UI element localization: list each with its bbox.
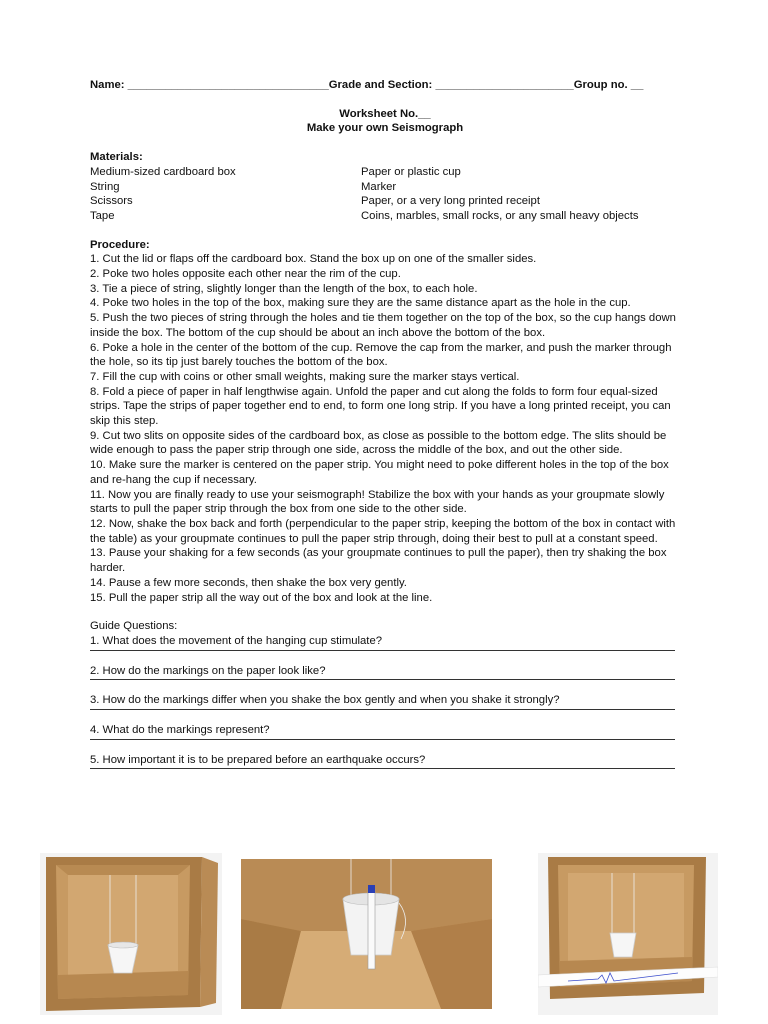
procedure-step: 7. Fill the cup with coins or other small weights, making sure the marker stays vertical. bbox=[90, 370, 520, 383]
procedure-step: 11. Now you are finally ready to use your seismograph! Stabilize the box with your hands as your groupmate slowly starts to pull the paper strip through the box from one side to the other side. bbox=[90, 488, 665, 516]
guide-question: 3. How do the markings differ when you shake the box gently and when you shake it strongly? bbox=[90, 694, 560, 707]
procedure-step: 6. Poke a hole in the center of the bottom of the cup. Remove the cap from the marker, and push the marker through the hole, so its tip just barely touches the bottom of the box. bbox=[90, 341, 672, 369]
material-item: Scissors bbox=[90, 195, 133, 208]
procedure-heading: Procedure: bbox=[90, 238, 150, 251]
procedure-step: 9. Cut two slits on opposite sides of the cardboard box, as close as possible to the bottom edge. The slits should be wide enough to pass the paper strip through one side, across the middle of the box, and out the other side. bbox=[90, 429, 667, 457]
answer-line bbox=[90, 739, 675, 740]
guide-question: 2. How do the markings on the paper look like? bbox=[90, 664, 326, 677]
guide-question: 5. How important it is to be prepared before an earthquake occurs? bbox=[90, 753, 426, 766]
material-item: Medium-sized cardboard box bbox=[90, 165, 236, 178]
procedure-step: 13. Pause your shaking for a few seconds (as your groupmate continues to pull the paper), then try shaking the box harder. bbox=[90, 547, 667, 575]
grade-blank: ______________________ bbox=[435, 79, 574, 91]
procedure-step: 8. Fold a piece of paper in half lengthwise again. Unfold the paper and cut along the folds to form four equal-sized strips. Tape the strips of paper together end to end, to form one long strip. If you have a long printed receipt, you can skip this step. bbox=[90, 385, 671, 428]
group-label: Group no. bbox=[573, 79, 628, 91]
material-item: Coins, marbles, small rocks, or any small heavy objects bbox=[361, 209, 639, 222]
procedure-step: 5. Push the two pieces of string through the holes and tie them together on the top of the box, so the cup hangs down inside the box. The bottom of the cup should be about an inch above the bottom of the box. bbox=[90, 312, 676, 339]
answer-line bbox=[90, 650, 675, 651]
procedure-step: 1. Cut the lid or flaps off the cardboard box. Stand the box up on one of the smaller sides. bbox=[90, 253, 537, 266]
guide-question: 4. What do the markings represent? bbox=[90, 724, 270, 737]
cup-marker-image bbox=[241, 859, 492, 1009]
guide-questions bbox=[90, 634, 680, 770]
answer-line bbox=[90, 679, 675, 680]
procedure-step: 2. Poke two holes opposite each other near the rim of the cup. bbox=[90, 268, 401, 281]
worksheet-page bbox=[90, 78, 680, 769]
procedure-list bbox=[90, 252, 680, 605]
grade-label: Grade and Section: bbox=[328, 79, 433, 91]
worksheet-subtitle: Make your own Seismograph bbox=[306, 122, 464, 135]
material-item: Tape bbox=[90, 209, 115, 222]
answer-line bbox=[90, 768, 675, 769]
material-item: Paper or plastic cup bbox=[361, 165, 461, 178]
materials-heading: Materials: bbox=[90, 151, 143, 164]
name-label: Name: bbox=[90, 79, 125, 91]
procedure-step: 10. Make sure the marker is centered on the paper strip. You might need to poke different holes in the top of the box and re-hang the cup if necessary. bbox=[90, 459, 669, 486]
worksheet-number: Worksheet No.__ bbox=[339, 107, 431, 120]
material-item: Paper, or a very long printed receipt bbox=[361, 195, 540, 208]
procedure-step: 12. Now, shake the box back and forth (perpendicular to the paper strip, keeping the bottom of the box in contact with the table) as your groupmate continues to pull the paper strip through, doing their best to pull at a constant speed. bbox=[90, 517, 676, 545]
material-item: String bbox=[90, 180, 120, 193]
material-item: Marker bbox=[361, 180, 397, 193]
photo-box-paper-strip bbox=[538, 853, 718, 1015]
procedure-step: 15. Pull the paper strip all the way out of the box and look at the line. bbox=[90, 591, 433, 604]
materials-list bbox=[90, 165, 680, 224]
procedure-step: 3. Tie a piece of string, slightly longer than the length of the box, to each hole. bbox=[90, 282, 478, 295]
group-blank: __ bbox=[630, 79, 644, 91]
box-strip-image bbox=[538, 853, 718, 1015]
guide-question: 1. What does the movement of the hanging cup stimulate? bbox=[90, 634, 383, 647]
photo-cup-marker bbox=[241, 859, 492, 1009]
header-fields bbox=[90, 78, 680, 93]
seismograph-photos bbox=[0, 853, 768, 1018]
procedure-step: 4. Poke two holes in the top of the box, making sure they are the same distance apart as the hole in the cup. bbox=[90, 297, 631, 310]
answer-line bbox=[90, 709, 675, 710]
photo-box-front bbox=[40, 853, 222, 1015]
guide-heading: Guide Questions: bbox=[90, 620, 178, 633]
name-blank: ________________________________ bbox=[127, 79, 329, 91]
cardboard-box-image bbox=[40, 853, 222, 1015]
procedure-step: 14. Pause a few more seconds, then shake the box very gently. bbox=[90, 576, 407, 589]
